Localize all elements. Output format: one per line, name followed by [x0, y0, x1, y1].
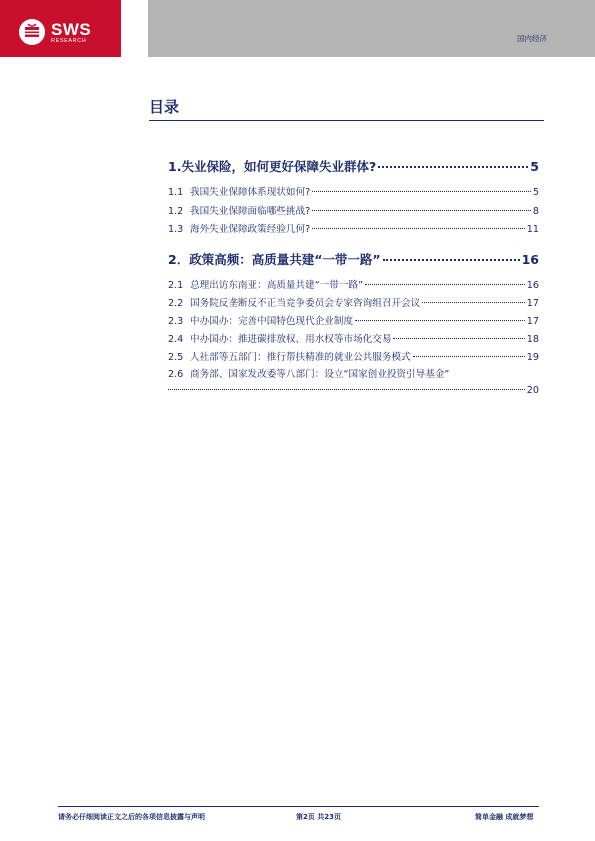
- toc-item-number: 2.2: [168, 298, 184, 309]
- logo-mark-icon: [18, 18, 46, 46]
- toc-page-number: 17: [526, 316, 539, 327]
- toc-section-title: 1.失业保险，如何更好保障失业群体?: [168, 159, 377, 174]
- logo-subtext: RESEARCH: [51, 38, 87, 44]
- toc-item-2-1[interactable]: [168, 277, 539, 291]
- toc-item-title: 人社部等五部门：推行帮扶精准的就业公共服务模式: [190, 352, 411, 363]
- toc-item-2-6[interactable]: [168, 366, 449, 380]
- toc-item-title: 中办国办：完善中国特色现代企业制度: [190, 316, 354, 327]
- toc-section-2[interactable]: [168, 250, 539, 268]
- toc-leader: [413, 356, 525, 357]
- toc-item-number: 1.2: [168, 206, 184, 217]
- toc-item-title: 我国失业保障体系现状如何?: [190, 187, 311, 198]
- logo-text: SWS: [51, 20, 92, 39]
- header-bar: [148, 0, 595, 57]
- toc-item-1-2[interactable]: [168, 203, 539, 217]
- toc-item-title: 我国失业保障面临哪些挑战?: [190, 206, 311, 217]
- toc-page-number: 20: [526, 385, 539, 396]
- toc-item-2-3[interactable]: [168, 313, 539, 327]
- toc-item-2-4[interactable]: [168, 331, 539, 345]
- toc-leader: [378, 166, 528, 168]
- toc-page-number: 8: [532, 206, 539, 217]
- toc-page-number: 19: [526, 352, 539, 363]
- toc-title-rule: [149, 120, 544, 121]
- toc-item-number: 1.1: [168, 187, 184, 198]
- toc-item-number: 1.3: [168, 224, 184, 235]
- toc-section-1[interactable]: [168, 157, 539, 175]
- company-logo: [18, 18, 108, 46]
- toc-page-number: 17: [526, 298, 539, 309]
- toc-leader: [168, 389, 525, 390]
- footer-page-info: 第2页 共23页: [296, 813, 342, 821]
- toc-item-number: 2.4: [168, 334, 184, 345]
- toc-item-title: 总理出访东南亚：高质量共建“一带一路”: [190, 280, 364, 291]
- toc-leader: [393, 338, 524, 339]
- toc-item-1-1[interactable]: [168, 184, 539, 198]
- toc-title: 目录: [149, 98, 180, 116]
- header-gap: [121, 0, 148, 57]
- toc-leader: [355, 320, 525, 321]
- toc-leader: [312, 210, 531, 211]
- toc-item-title: 中办国办：推进碳排放权、用水权等市场化交易: [190, 334, 392, 345]
- toc-item-number: 2.5: [168, 352, 184, 363]
- toc-leader: [312, 228, 525, 229]
- footer-slogan: 简单金融 成就梦想: [475, 813, 534, 821]
- toc-page-number: 16: [521, 252, 539, 267]
- toc-page-number: 11: [526, 224, 539, 235]
- toc-leader: [383, 259, 520, 261]
- toc-item-number: 2.6: [168, 369, 184, 380]
- toc-leader: [422, 302, 525, 303]
- toc-item-2-6-leader-row[interactable]: [168, 385, 539, 396]
- toc-item-title: 商务部、国家发改委等八部门：设立“国家创业投资引导基金”: [190, 369, 450, 380]
- toc-item-2-5[interactable]: [168, 349, 539, 363]
- toc-page-number: 5: [530, 159, 539, 174]
- toc-item-2-2[interactable]: [168, 295, 539, 309]
- toc-item-number: 2.1: [168, 280, 184, 291]
- toc-section-title: 2．政策高频：高质量共建“一带一路”: [168, 252, 381, 267]
- toc-page-number: 5: [532, 187, 539, 198]
- toc-page-number: 18: [526, 334, 539, 345]
- toc-item-title: 海外失业保障政策经验几何?: [190, 224, 311, 235]
- toc-item-1-3[interactable]: [168, 221, 539, 235]
- toc-item-number: 2.3: [168, 316, 184, 327]
- toc-item-title: 国务院反垄断反不正当竞争委员会专家咨询组召开会议: [190, 298, 421, 309]
- toc-page-number: 16: [526, 280, 539, 291]
- toc-leader: [312, 191, 531, 192]
- report-category: 国内经济: [517, 34, 547, 43]
- footer-disclaimer: 请务必仔细阅读正文之后的各项信息披露与声明: [58, 813, 205, 821]
- footer-rule: [58, 806, 539, 807]
- toc-leader: [365, 284, 525, 285]
